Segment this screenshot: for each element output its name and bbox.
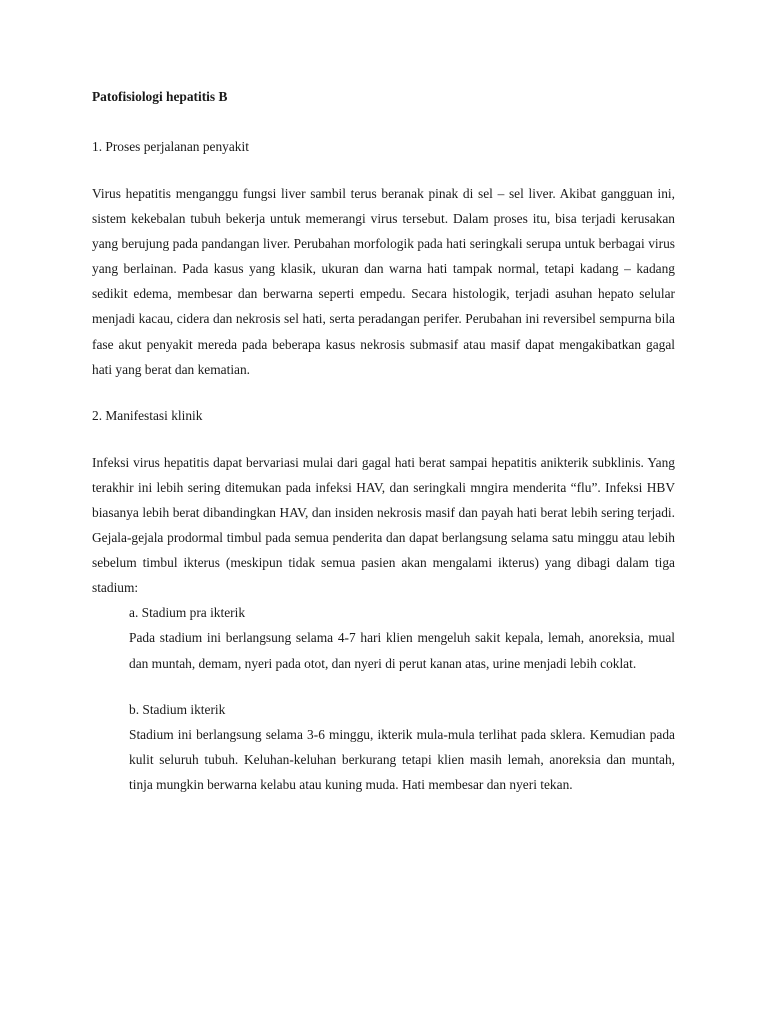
- section-2-heading: 2. Manifestasi klinik: [92, 407, 203, 423]
- spacer: [92, 108, 675, 136]
- spacer: [92, 427, 675, 450]
- spacer: [92, 158, 675, 181]
- section-2-paragraph: Infeksi virus hepatitis dapat bervariasi mulai dari gagal hati berat sampai hepatitis anikterik subklinis. Yang terakhir ini lebih sering ditemukan pada infeksi HAV, dan seringkali mngira menderita “flu”. Infeksi HBV biasanya lebih berat dibandingkan HAV, dan insiden nekrosis masif dan payah hati berat lebih sering terjadi. Gejala-gejala prodormal timbul pada semua penderita dan dapat berlangsung selama satu minggu atau lebih sebelum timbul ikterus (meskipun tidak semua pasien akan mengalami ikterus) yang dibagi dalam tiga stadium:: [92, 454, 675, 596]
- spacer: [92, 676, 675, 697]
- stage-a-text: Pada stadium ini berlangsung selama 4-7 hari klien mengeluh sakit kepala, lemah, anoreksia, mual dan muntah, demam, nyeri pada otot, dan nyeri di perut kanan atas, urine menjadi lebih coklat.: [129, 630, 675, 671]
- section-1-paragraph: Virus hepatitis menganggu fungsi liver sambil terus beranak pinak di sel – sel liver. Akibat gangguan ini, sistem kekebalan tubuh bekerja untuk memerangi virus tersebut. Dalam proses itu, bisa terjadi kerusakan yang berujung pada pandangan liver. Perubahan morfologik pada hati seringkali serupa untuk berbagai virus yang berlainan. Pada kasus yang klasik, ukuran dan warna hati tampak normal, tetapi kadang – kadang sedikit edema, membesar dan berwarna seperti empedu. Secara histologik, terjadi asuhan hepato selular menjadi kacau, cidera dan nekrosis sel hati, serta peradangan perifer. Perubahan ini reversibel sempurna bila fase akut penyakit mereda pada beberapa kasus nekrosis submasif atau masif dapat mengakibatkan gagal hati yang berat dan kematian.: [92, 186, 675, 377]
- stage-a-title: a. Stadium pra ikterik: [129, 605, 246, 621]
- document-title: Patofisiologi hepatitis B: [92, 89, 228, 104]
- stage-a-block: [129, 600, 675, 675]
- stage-b-text: Stadium ini berlangsung selama 3-6 minggu, ikterik mula-mula terlihat pada sklera. Kemudian pada kulit seluruh tubuh. Keluhan-keluhan berkurang tetapi klien masih lemah, anoreksia dan muntah, tinja mungkin berwarna kelabu atau kuning muda. Hati membesar dan nyeri tekan.: [129, 726, 675, 792]
- stage-b-title: b. Stadium ikterik: [129, 701, 226, 717]
- stage-b-block: [129, 697, 675, 797]
- section-1-heading: 1. Proses perjalanan penyakit: [92, 139, 249, 154]
- spacer: [92, 382, 675, 405]
- document-body: [92, 86, 675, 797]
